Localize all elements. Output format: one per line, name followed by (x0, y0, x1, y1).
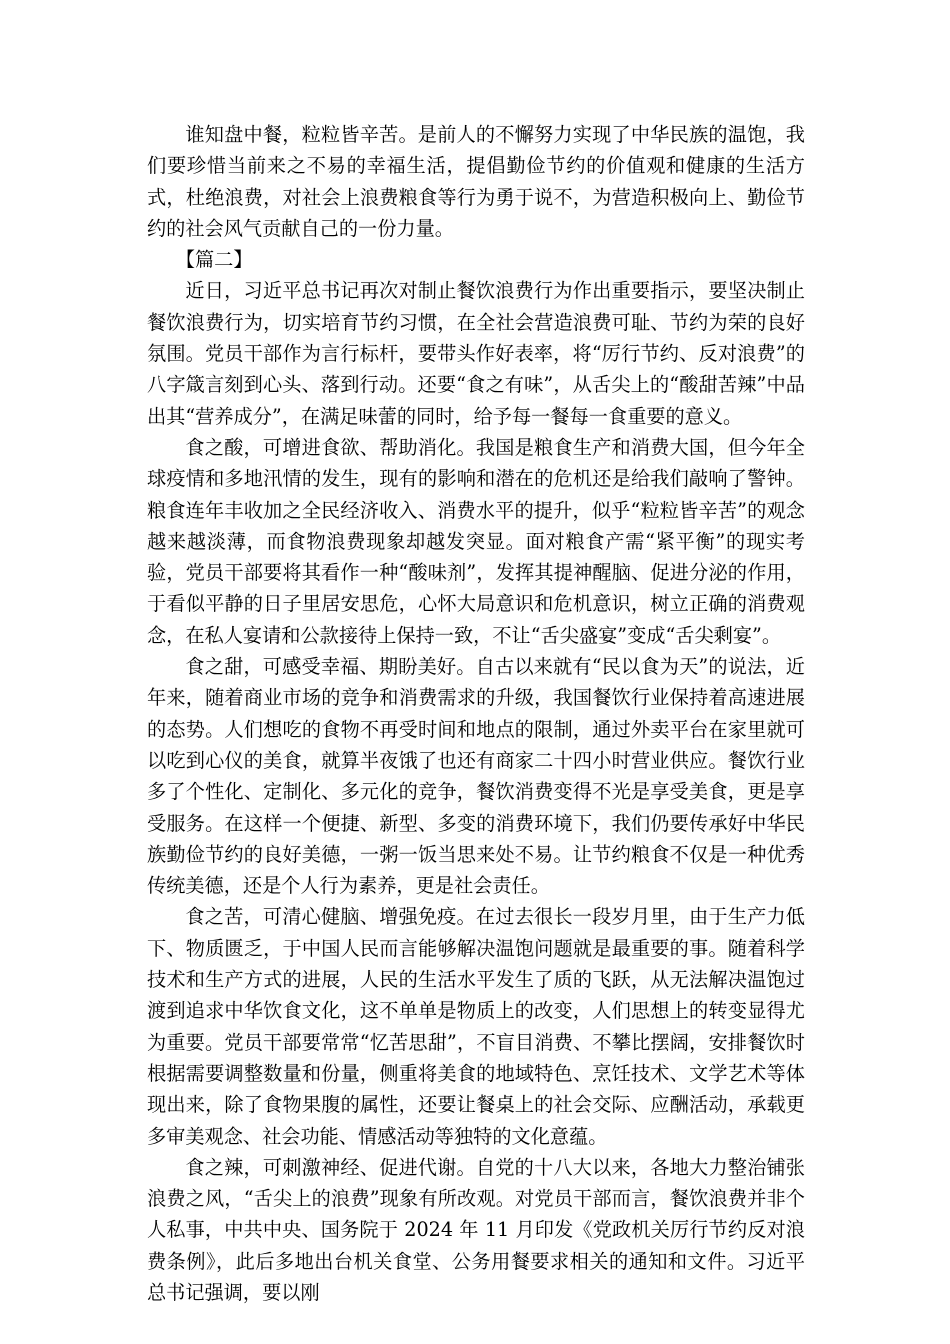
paragraph-overview: 近日，习近平总书记再次对制止餐饮浪费行为作出重要指示，要坚决制止餐饮浪费行为，切实培育节约习惯，在全社会营造浪费可耻、节约为荣的良好氛围。党员干部作为言行标杆，要带头作好表率，将“厉行节约、反对浪费”的八字箴言刻到心头、落到行动。还要“食之有味”，从舌尖上的“酸甜苦辣”中品出其“营养成分”，在满足味蕾的同时，给予每一餐每一食重要的意义。 (147, 279, 805, 428)
document-body (147, 119, 805, 1308)
paragraph-spicy: 食之辣，可刺激神经、促进代谢。自党的十八大以来，各地大力整治铺张浪费之风，“舌尖上的浪费”现象有所改观。对党员干部而言，餐饮浪费并非个人私事，中共中央、国务院于 2024 年 11 月印发《党政机关厉行节约反对浪费条例》，此后多地出台机关食堂、公务用餐要求相关的通知和文件。习近平总书记强调，要以刚 (147, 1155, 805, 1304)
paragraph-intro-conclusion: 谁知盘中餐，粒粒皆辛苦。是前人的不懈努力实现了中华民族的温饱，我们要珍惜当前来之不易的幸福生活，提倡勤俭节约的价值观和健康的生活方式，杜绝浪费，对社会上浪费粮食等行为勇于说不，为营造积极向上、勤俭节约的社会风气贡献自己的一份力量。 (147, 123, 805, 240)
paragraph-bitter: 食之苦，可清心健脑、增强免疫。在过去很长一段岁月里，由于生产力低下、物质匮乏，于中国人民而言能够解决温饱问题就是最重要的事。随着科学技术和生产方式的进展，人民的生活水平发生了质的飞跃，从无法解决温饱过渡到追求中华饮食文化，这不单单是物质上的改变，人们思想上的转变显得尤为重要。党员干部要常常“忆苦思甜”，不盲目消费、不攀比摆阔，安排餐饮时根据需要调整数量和份量，侧重将美食的地域特色、烹饪技术、文学艺术等体现出来，除了食物果腹的属性，还要让餐桌上的社会交际、应酬活动，承载更多审美观念、社会功能、情感活动等独特的文化意蕴。 (147, 905, 805, 1148)
section-heading-part-two: 【篇二】 (175, 248, 253, 272)
paragraph-sweet: 食之甜，可感受幸福、期盼美好。自古以来就有“民以食为天”的说法，近年来，随着商业市场的竞争和消费需求的升级，我国餐饮行业保持着高速进展的态势。人们想吃的食物不再受时间和地点的限制，通过外卖平台在家里就可以吃到心仪的美食，就算半夜饿了也还有商家二十四小时营业供应。餐饮行业多了个性化、定制化、多元化的竞争，餐饮消费变得不光是享受美食，更是享受服务。在这样一个便捷、新型、多变的消费环境下，我们仍要传承好中华民族勤俭节约的良好美德，一粥一饭当思来处不易。让节约粮食不仅是一种优秀传统美德，还是个人行为素养，更是社会责任。 (147, 655, 805, 898)
paragraph-sour: 食之酸，可增进食欲、帮助消化。我国是粮食生产和消费大国，但今年全球疫情和多地汛情的发生，现有的影响和潜在的危机还是给我们敲响了警钟。粮食连年丰收加之全民经济收入、消费水平的提升，似乎“粒粒皆辛苦”的观念越来越淡薄，而食物浪费现象却越发突显。面对粮食产需“紧平衡”的现实考验，党员干部要将其看作一种“酸味剂”，发挥其提神醒脑、促进分泌的作用，于看似平静的日子里居安思危，心怀大局意识和危机意识，树立正确的消费观念，在私人宴请和公款接待上保持一致，不让“舌尖盛宴”变成“舌尖剩宴”。 (147, 435, 805, 647)
